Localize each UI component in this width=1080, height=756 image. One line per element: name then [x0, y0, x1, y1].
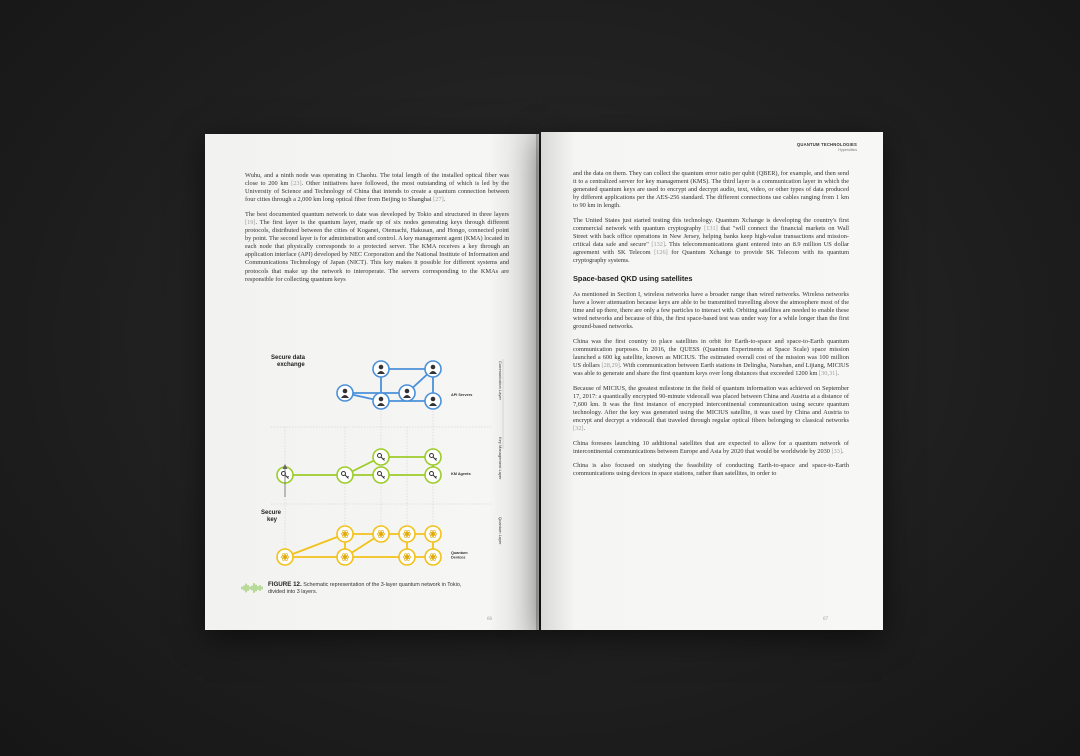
left-paragraph	[245, 172, 509, 204]
right-paragraph	[573, 291, 849, 331]
key-node	[425, 449, 441, 465]
paragraph-text: The United States just started testing this technology. Quantum Xchange is developing the country's first commercial network with quantum cryptography	[573, 216, 849, 233]
citation-reference: [32]	[573, 425, 584, 433]
quantum-node	[425, 549, 441, 565]
citation-reference: [126]	[654, 249, 668, 257]
user-node	[337, 385, 353, 401]
user-icon	[379, 365, 384, 370]
page-number-right: 67	[823, 617, 828, 622]
citation-reference: [131]	[704, 225, 718, 233]
key-node	[373, 467, 389, 483]
paragraph-text: Wuhu, and a ninth node was operating in Chaohu. The total length of the installed optical fiber was close to 200 km	[245, 172, 509, 188]
quantum-node	[399, 549, 415, 565]
citation-reference: [23]	[291, 180, 302, 188]
paragraph-text: The best documented quantum network to date was developed by Tokio and structured in three layers	[245, 210, 509, 218]
quantum-layer	[277, 526, 441, 565]
label-kms-agents: KM Agents	[451, 472, 471, 476]
left-page	[205, 134, 539, 630]
paragraph-text: . With communication between Earth stations in Delingha, Nanshan, and Lijiang, MICIUS was able to generate and share the first quantum keys over long distances that exceeded 1200 km	[573, 361, 850, 377]
page-number-left: 66	[487, 617, 492, 622]
citation-reference: [33]	[831, 447, 842, 455]
right-paragraph	[573, 462, 849, 478]
right-paragraph	[573, 170, 849, 210]
label-api-servers: API Servers	[451, 393, 473, 397]
left-body-text	[245, 172, 509, 290]
paragraph-text: .	[443, 196, 446, 204]
label-quantum-devices: Quantum Devices	[451, 551, 468, 560]
user-node	[373, 393, 389, 409]
quantum-node	[425, 526, 441, 542]
user-icon	[379, 397, 384, 402]
citation-reference: [30,31]	[819, 369, 838, 377]
citation-reference: [28,29]	[601, 361, 620, 369]
quantum-node	[337, 549, 353, 565]
citation-reference: [19]	[245, 218, 256, 226]
layer-label-key-management: Key Management Layer	[498, 437, 503, 480]
key-management-layer	[277, 449, 441, 483]
communication-layer	[337, 361, 441, 409]
running-head-title: QUANTUM TECHNOLOGIES	[796, 142, 857, 147]
right-body-text	[573, 170, 849, 485]
user-icon	[343, 389, 348, 394]
paragraph-text: China foresees launching 10 additional satellites that are expected to allow for a quantum network of intercontinental communications between Europe and Asia by 2020 that would be worldwide by 2030	[573, 439, 849, 455]
citation-reference: [27]	[433, 196, 444, 204]
paragraph-text: . The first layer is the quantum layer, made up of six nodes generating keys through different protocols, distributed between the cities of Koganei, Otemachi, Hakusan, and Hongo, connected point by point. The second layer is for administration and control. A key management agent (KMA) located in each node that physically corresponds to a protected server. The KMA receives a key through an application interface (API) developed by NEC Corporation and the National Institute of Information and Communications Technology of Japan (NICT). This key makes it possible for different systems and protocols that make up the network to interoperate. The servers corresponding to the KMAs are responsible for collecting quantum keys	[245, 218, 509, 283]
paragraph-text: . This telecommunications giant entered into an 8.9 million US dollar agreement with SK Telecom	[573, 241, 849, 257]
user-node	[425, 361, 441, 377]
layer-label-communication: Communication Layer	[498, 361, 503, 400]
paragraph-text: that "will connect the financial markets on Wall Street with back office operations in New Jersey, helping banks keep high-value transactions and mission-critical data safe and secure"	[573, 225, 849, 249]
label-secure-data: Secure data exchange	[271, 355, 306, 368]
figure-caption-text: Schematic representation of the 3-layer quantum network in Tokio, divided into 3 layers.	[268, 582, 462, 595]
right-paragraph	[573, 385, 849, 434]
paragraph-text: .	[583, 425, 586, 433]
figure-label: FIGURE 12.	[268, 581, 302, 588]
key-node	[337, 467, 353, 483]
quantum-node	[399, 526, 415, 542]
user-node	[399, 385, 415, 401]
network-link	[285, 534, 345, 557]
user-node	[425, 393, 441, 409]
user-node	[373, 361, 389, 377]
paragraph-text: As mentioned in Section I, wireless networks have a broader range than wired networks. Wireless networks have a lower attenuation because keys are able to be transmitted travelling above the atmosphere most of the time and up there, there are only a few particles to interact with. Orbiting satellites are needed to enable these wired networks and because of this, the first space-based test was under way for a while longer than the first ground-based networks.	[573, 290, 849, 330]
paragraph-text: .	[841, 447, 844, 455]
running-head	[797, 142, 857, 152]
layer-label-quantum: Quantum Layer	[498, 517, 503, 545]
paragraph-text: Because of MICIUS, the greatest milestone in the field of quantum information was achieved on September 17, 2017: a quantically encrypted 90-minute videocall was placed between China and Austria at a distance of 7,600 km. It was the first instance of encrypted intercontinental communication using secure quantum technology. After the key was generated using the MICIUS satellite, it was used by China and Austria to encrypt and decrypt a videocall that traveled through regular optical fibers belonging to classical networks	[573, 384, 849, 424]
citation-reference: [132]	[651, 241, 665, 249]
user-icon	[405, 389, 410, 394]
waveform-icon	[241, 583, 263, 593]
label-secure-key: Secure key	[261, 510, 282, 523]
quantum-node	[337, 526, 353, 542]
running-head-subtitle: Hyperolitics	[838, 148, 857, 152]
right-paragraph	[573, 440, 849, 456]
paragraph-text: .	[837, 369, 839, 377]
paragraph-text: for Quantum Xchange to provide SK Telecom with its quantum cryptography systems.	[573, 249, 849, 265]
right-paragraph	[573, 338, 849, 378]
section-heading: Space-based QKD using satellites	[573, 273, 693, 283]
paragraph-text: China was the first country to place satellites in orbit for Earth-to-space and space-to-Earth quantum communication purposes. In 2016, the QUESS (Quantum Experiments at Space Scale) space mission launched a 600 kg satellite, known as MICIUS. The estimated overall cost of the mission was 100 million US dollars	[573, 337, 849, 369]
key-node	[425, 467, 441, 483]
quantum-node	[373, 526, 389, 542]
user-icon	[431, 365, 436, 370]
quantum-node	[277, 549, 293, 565]
right-page	[541, 132, 883, 630]
quantum-network-diagram	[241, 349, 509, 589]
paragraph-text: . Other initiatives have followed, the most outstanding of which is led by the University of Science and Technology of China that intends to create a quantum connection between four cities through a 2,000 km long optical fiber from Beijing to Shanghai	[245, 180, 509, 204]
key-node	[373, 449, 389, 465]
paragraph-text: China is also focused on studying the feasibility of conducting Earth-to-space and space-to-Earth communications using devices in space stations, rather than satellites, in order to	[573, 462, 849, 478]
paragraph-text: and the data on them. They can collect the quantum error ratio per qubit (QBER), for example, and then send it to a centralized server for key management (KMS). The third layer is a communication layer in which the generated quantum keys are used to encrypt and decrypt audio, text, video, or other types of data produced by different applications per the AES-256 standard. The different connections use cables ranging from 1 km to 90 km in length.	[573, 170, 849, 210]
left-paragraph	[245, 211, 509, 284]
right-paragraph	[573, 217, 849, 266]
user-icon	[431, 397, 436, 402]
